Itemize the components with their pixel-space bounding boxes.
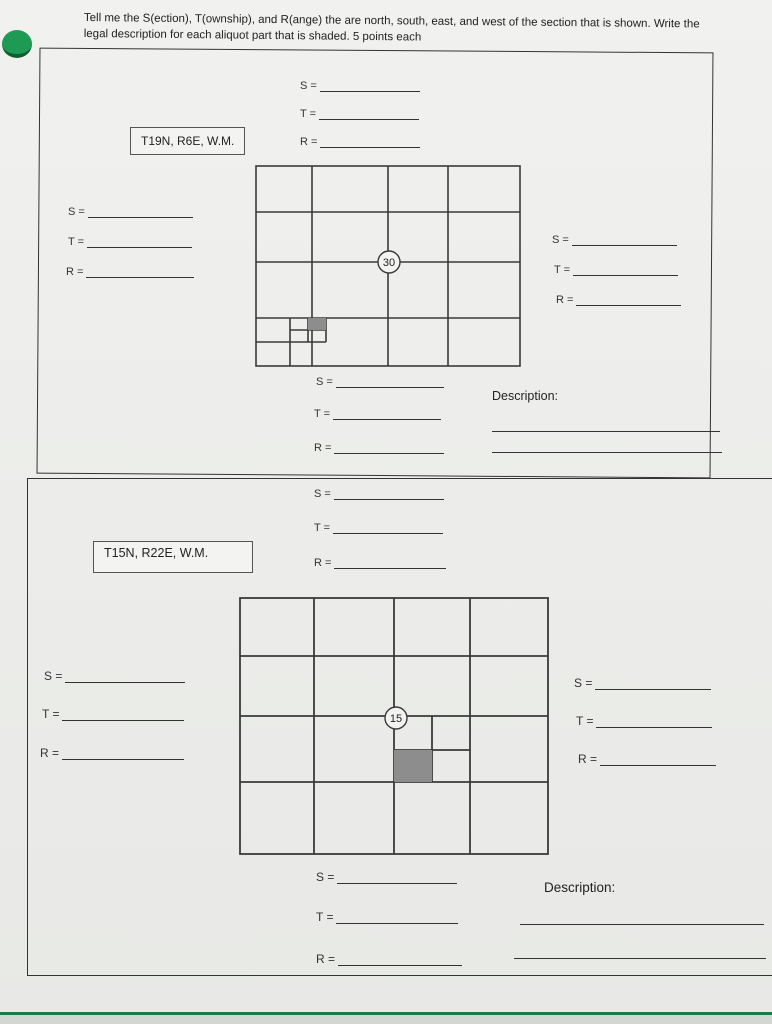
p2-west-township-field[interactable] bbox=[42, 707, 184, 721]
p2-south-township-field[interactable] bbox=[316, 910, 458, 924]
r-label: R = bbox=[316, 952, 336, 966]
answer-line[interactable] bbox=[600, 755, 716, 766]
problem-1-section-grid bbox=[250, 160, 526, 372]
answer-line[interactable] bbox=[576, 295, 681, 306]
p1-description-line-2[interactable] bbox=[492, 452, 722, 453]
p1-description-label: Description: bbox=[492, 389, 558, 403]
p2-west-range-field[interactable] bbox=[40, 746, 184, 760]
p2-west-section-field[interactable] bbox=[44, 669, 185, 683]
s-label: S = bbox=[574, 676, 593, 690]
answer-line[interactable] bbox=[572, 235, 677, 246]
p2-east-section-field[interactable] bbox=[574, 676, 711, 690]
answer-line[interactable] bbox=[336, 377, 444, 388]
problem-2-township-range: T15N, R22E, W.M. bbox=[93, 541, 253, 573]
p2-east-range-field[interactable] bbox=[578, 752, 716, 766]
p2-south-range-field[interactable] bbox=[316, 952, 462, 966]
answer-line[interactable] bbox=[334, 558, 446, 569]
p2-east-township-field[interactable] bbox=[576, 714, 712, 728]
p1-east-township-field[interactable] bbox=[554, 264, 678, 276]
p2-south-section-field[interactable] bbox=[316, 870, 457, 884]
p1-south-range-field[interactable] bbox=[314, 442, 444, 454]
p2-description-label: Description: bbox=[544, 880, 616, 895]
answer-line[interactable] bbox=[62, 749, 184, 760]
p1-south-section-field[interactable] bbox=[316, 376, 444, 388]
page-bottom-edge bbox=[0, 1012, 772, 1024]
r-label: R = bbox=[300, 136, 318, 148]
answer-line[interactable] bbox=[573, 265, 678, 276]
s-label: S = bbox=[316, 870, 335, 884]
p2-north-township-field[interactable] bbox=[314, 522, 443, 534]
answer-line[interactable] bbox=[333, 409, 441, 420]
s-label: S = bbox=[300, 80, 317, 92]
answer-line[interactable] bbox=[88, 207, 193, 218]
p1-west-township-field[interactable] bbox=[68, 236, 192, 248]
r-label: R = bbox=[40, 746, 60, 760]
instructions-text: Tell me the S(ection), T(ownship), and R(ange) the are north, south, east, and west of the section that is shown. Write the legal description for each aliquot part that is shaded. 5 points each bbox=[83, 11, 700, 44]
p1-north-township-field[interactable] bbox=[300, 108, 419, 120]
t-label: T = bbox=[68, 236, 85, 248]
t-label: T = bbox=[314, 408, 331, 420]
p2-shaded-aliquot bbox=[394, 750, 432, 782]
p2-description-line-2[interactable] bbox=[514, 958, 766, 959]
s-label: S = bbox=[68, 206, 85, 218]
answer-line[interactable] bbox=[336, 913, 458, 924]
s-label: S = bbox=[44, 669, 63, 683]
p1-south-township-field[interactable] bbox=[314, 408, 441, 420]
t-label: T = bbox=[554, 264, 571, 276]
answer-line[interactable] bbox=[65, 672, 185, 683]
answer-line[interactable] bbox=[333, 523, 443, 534]
p1-west-section-field[interactable] bbox=[68, 206, 193, 218]
answer-line[interactable] bbox=[320, 81, 420, 92]
answer-line[interactable] bbox=[596, 717, 712, 728]
r-label: R = bbox=[314, 557, 332, 569]
t-label: T = bbox=[576, 714, 594, 728]
green-tab-marker bbox=[2, 30, 32, 58]
p1-north-range-field[interactable] bbox=[300, 136, 420, 148]
answer-line[interactable] bbox=[337, 873, 457, 884]
s-label: S = bbox=[316, 376, 333, 388]
answer-line[interactable] bbox=[334, 489, 444, 500]
answer-line[interactable] bbox=[62, 710, 184, 721]
answer-line[interactable] bbox=[87, 237, 192, 248]
s-label: S = bbox=[552, 234, 569, 246]
problem-1-township-range: T19N, R6E, W.M. bbox=[130, 127, 245, 155]
p1-shaded-aliquot bbox=[308, 318, 326, 330]
t-label: T = bbox=[42, 707, 60, 721]
problem-2-section-grid bbox=[226, 592, 560, 860]
t-label: T = bbox=[316, 910, 334, 924]
answer-line[interactable] bbox=[319, 109, 419, 120]
answer-line[interactable] bbox=[334, 443, 444, 454]
p1-east-range-field[interactable] bbox=[556, 294, 681, 306]
p1-west-range-field[interactable] bbox=[66, 266, 194, 278]
p1-description-line-1[interactable] bbox=[492, 431, 720, 432]
answer-line[interactable] bbox=[338, 955, 462, 966]
answer-line[interactable] bbox=[86, 267, 194, 278]
answer-line[interactable] bbox=[595, 679, 711, 690]
p2-north-range-field[interactable] bbox=[314, 557, 446, 569]
r-label: R = bbox=[66, 266, 84, 278]
p2-section-number: 15 bbox=[389, 713, 403, 725]
r-label: R = bbox=[314, 442, 332, 454]
answer-line[interactable] bbox=[320, 137, 420, 148]
r-label: R = bbox=[578, 752, 598, 766]
p2-north-section-field[interactable] bbox=[314, 488, 444, 500]
p1-section-number: 30 bbox=[382, 257, 396, 269]
t-label: T = bbox=[314, 522, 331, 534]
r-label: R = bbox=[556, 294, 574, 306]
p2-description-line-1[interactable] bbox=[520, 924, 764, 925]
p1-east-section-field[interactable] bbox=[552, 234, 677, 246]
s-label: S = bbox=[314, 488, 331, 500]
t-label: T = bbox=[300, 108, 317, 120]
p1-north-section-field[interactable] bbox=[300, 80, 420, 92]
